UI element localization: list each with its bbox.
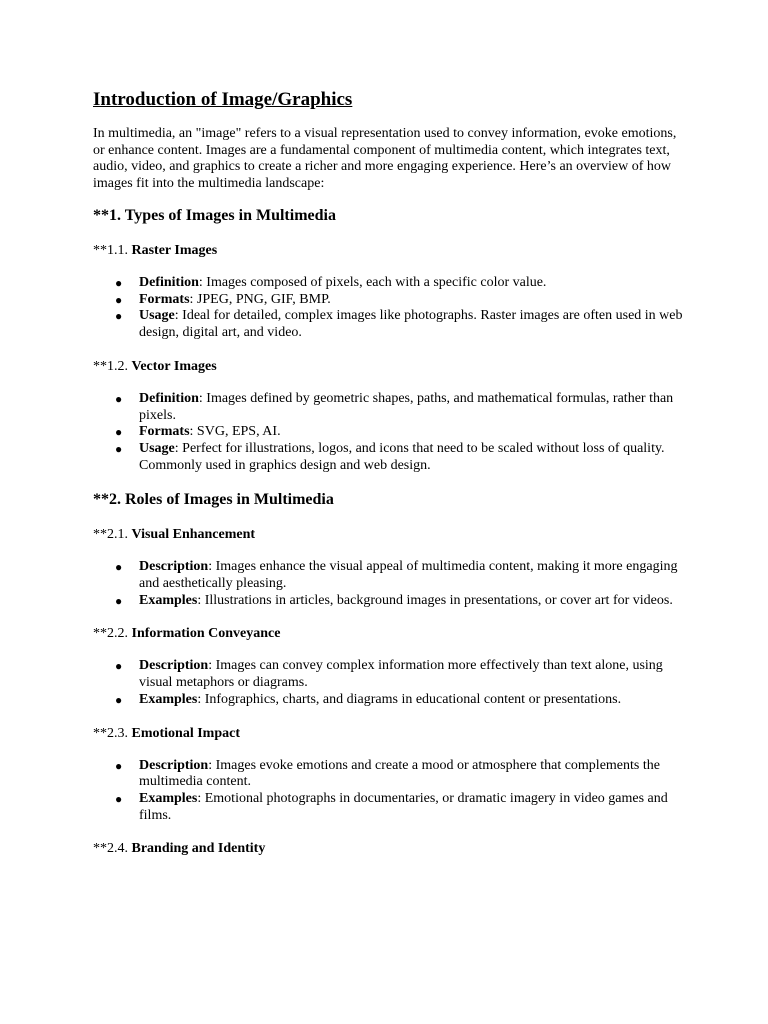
bullet-icon: ● bbox=[115, 425, 123, 440]
subsection-number: **1.2. bbox=[93, 358, 132, 374]
subsection-title: Emotional Impact bbox=[131, 725, 240, 741]
item-text: : JPEG, PNG, GIF, BMP. bbox=[189, 291, 331, 307]
subsection-heading bbox=[93, 242, 683, 259]
subsection-heading bbox=[93, 358, 683, 375]
list-item bbox=[115, 658, 683, 691]
subsection-heading bbox=[93, 526, 683, 543]
item-text: : Illustrations in articles, background images in presentations, or cover art for videos. bbox=[197, 592, 673, 608]
subsection-number: **2.1. bbox=[93, 527, 132, 543]
bullet-list bbox=[93, 559, 683, 609]
list-item bbox=[115, 592, 683, 610]
subsection-number: **1.1. bbox=[93, 243, 132, 258]
subsection-heading bbox=[93, 840, 683, 857]
subsection-heading bbox=[93, 725, 683, 742]
item-label: Examples bbox=[139, 592, 198, 608]
item-text: : Images evoke emotions and create a mood or atmosphere that complements the multimedia content. bbox=[139, 757, 660, 790]
document-title: Introduction of Image/Graphics bbox=[93, 89, 353, 110]
subsection-title: Raster Images bbox=[131, 243, 218, 258]
bullet-icon: ● bbox=[115, 276, 123, 290]
bullet-icon: ● bbox=[115, 391, 123, 406]
document-page bbox=[93, 88, 683, 873]
section-heading: **1. Types of Images in Multimedia bbox=[93, 207, 336, 224]
section-heading: **2. Roles of Images in Multimedia bbox=[93, 491, 334, 509]
bullet-icon: ● bbox=[115, 441, 123, 456]
subsection-number: **2.4. bbox=[93, 841, 132, 857]
item-label: Definition bbox=[139, 390, 199, 406]
subsection-number: **2.2. bbox=[93, 626, 132, 642]
section-roles-of-images bbox=[93, 490, 683, 857]
bullet-icon: ● bbox=[115, 560, 123, 575]
subsection-title: Vector Images bbox=[131, 358, 217, 374]
bullet-list bbox=[93, 275, 683, 342]
item-label: Formats bbox=[139, 424, 190, 440]
subsection-number: **2.3. bbox=[93, 725, 132, 741]
list-item bbox=[115, 275, 683, 292]
subsection-title: Visual Enhancement bbox=[131, 527, 256, 543]
bullet-icon: ● bbox=[115, 692, 123, 707]
list-item bbox=[115, 390, 683, 424]
bullet-list bbox=[93, 658, 683, 708]
item-text: : SVG, EPS, AI. bbox=[189, 424, 281, 440]
list-item bbox=[115, 790, 683, 824]
item-label: Examples bbox=[139, 691, 198, 707]
item-label: Examples bbox=[139, 790, 198, 806]
item-text: : Emotional photographs in documentaries, or dramatic imagery in video games and films. bbox=[139, 790, 668, 823]
bullet-icon: ● bbox=[115, 791, 123, 806]
list-item bbox=[115, 440, 683, 474]
list-item bbox=[115, 308, 683, 341]
item-text: : Ideal for detailed, complex images like photographs. Raster images are often used in web design, digital art, and video. bbox=[139, 308, 683, 341]
bullet-icon: ● bbox=[115, 758, 123, 773]
bullet-list bbox=[93, 391, 683, 475]
bullet-icon: ● bbox=[115, 659, 123, 674]
subsection-title: Information Conveyance bbox=[131, 626, 281, 642]
list-item bbox=[115, 757, 683, 791]
item-label: Description bbox=[139, 559, 209, 575]
bullet-icon: ● bbox=[115, 309, 123, 324]
bullet-list bbox=[93, 758, 683, 825]
list-item bbox=[115, 424, 683, 441]
item-label: Description bbox=[139, 658, 209, 674]
item-label: Formats bbox=[139, 291, 190, 307]
item-label: Usage bbox=[139, 308, 175, 324]
item-label: Definition bbox=[139, 275, 199, 290]
bullet-icon: ● bbox=[115, 593, 123, 608]
subsection-title: Branding and Identity bbox=[131, 841, 266, 857]
item-text: : Images composed of pixels, each with a specific color value. bbox=[198, 275, 547, 290]
item-label: Description bbox=[139, 757, 209, 773]
intro-paragraph: In multimedia, an "image" refers to a visual representation used to convey information, evoke emotions, or enhance content. Images are a fundamental component of multimedia content, which integrates text, audio, video, and graphics to create a richer and more engaging experience. Here’s an overview of how images fit into the multimedia landscape: bbox=[93, 126, 677, 191]
bullet-icon: ● bbox=[115, 292, 123, 307]
item-text: : Perfect for illustrations, logos, and icons that need to be scaled without loss of quality. Commonly used in graphics design and web design. bbox=[139, 440, 665, 473]
item-text: : Images enhance the visual appeal of multimedia content, making it more engaging and aesthetically pleasing. bbox=[139, 559, 678, 592]
item-text: : Images can convey complex information more effectively than text alone, using visual metaphors or diagrams. bbox=[139, 658, 663, 691]
list-item bbox=[115, 291, 683, 309]
list-item bbox=[115, 691, 683, 709]
subsection-heading bbox=[93, 625, 683, 642]
item-label: Usage bbox=[139, 440, 175, 456]
item-text: : Images defined by geometric shapes, paths, and mathematical formulas, rather than pixels. bbox=[139, 390, 674, 423]
item-text: : Infographics, charts, and diagrams in educational content or presentations. bbox=[197, 691, 622, 707]
section-types-of-images bbox=[93, 206, 683, 474]
list-item bbox=[115, 559, 683, 592]
